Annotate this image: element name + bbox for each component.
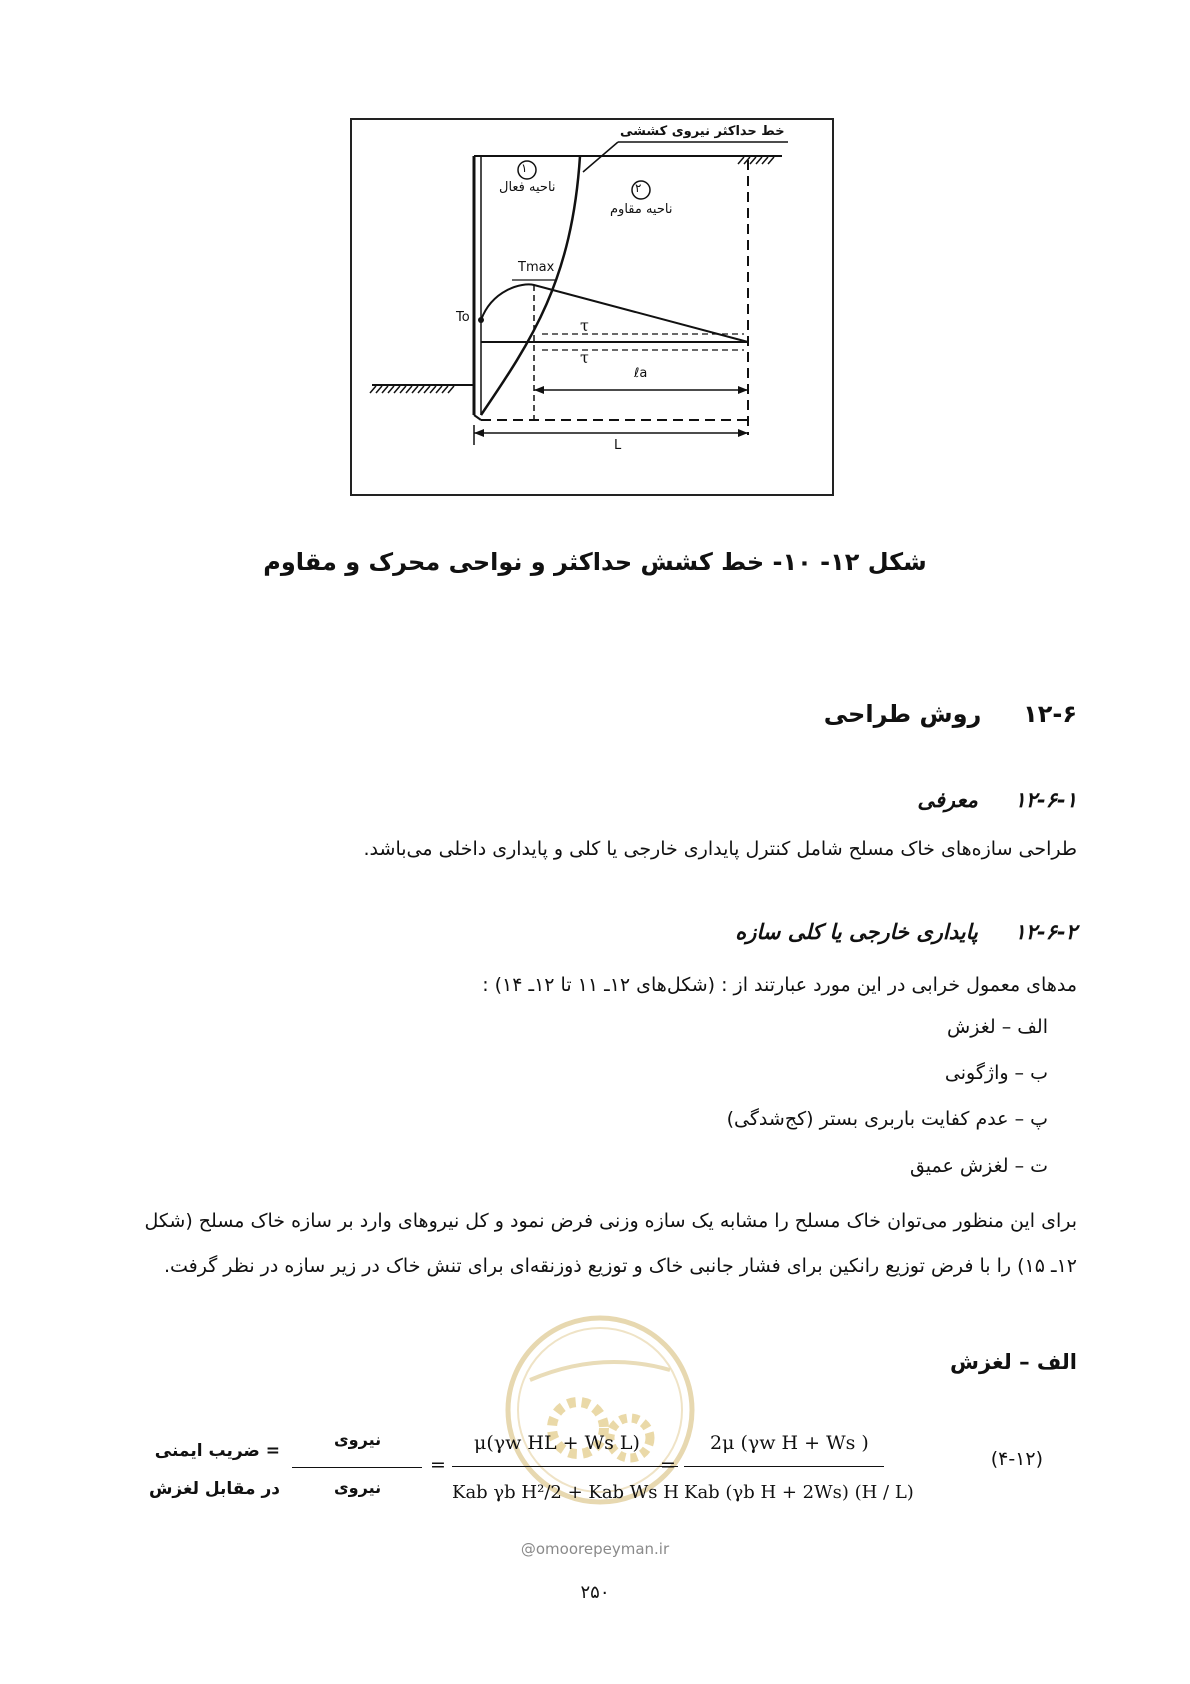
figure-caption: شکل ۱۲- ۱۰- خط کشش حداکثر و نواحی محرک و مقاوم [263, 548, 927, 576]
fraction-bar-1 [292, 1467, 422, 1468]
watermark-logo-icon [500, 1310, 700, 1510]
list-item: ت – لغزش عمیق [909, 1155, 1048, 1177]
subsection-2-heading [735, 920, 1077, 944]
list-item: پ – عدم کفایت باربری بستر (کج‌شدگی) [726, 1108, 1048, 1130]
la-label: ℓa [634, 366, 648, 381]
watermark-text: @omoorepeyman.ir [520, 1540, 670, 1558]
equation-numerator-2: 2μ (γw H + Ws ) [710, 1432, 869, 1454]
equation-denominator-2: Kab (γb H + 2Ws) (H / L) [684, 1482, 914, 1503]
max-tension-line-label: خط حداکثر نیروی کششی [620, 124, 785, 139]
equals-sign-1: = [430, 1454, 446, 1476]
subsection-2-intro: مدهای معمول خرابی در این مورد عبارتند از : (شکل‌های ۱۲ـ ۱۱ تا ۱۲ـ ۱۴) : [482, 974, 1077, 996]
page-number: ۲۵۰ [580, 1582, 610, 1603]
subsection-2-title: پایداری خارجی یا کلی سازه [735, 920, 978, 944]
tau-upper-label: τ [580, 316, 589, 335]
subsection-1-title: معرفی [917, 788, 978, 812]
section-title: روش طراحی [823, 700, 982, 728]
figure-max-tension-line [350, 118, 834, 496]
zone-resistant-number: ۲ [635, 181, 642, 195]
ratio-denominator-word: نیروی [334, 1478, 382, 1497]
paragraph-line: ۱۲ـ ۱۵) را با فرض توزیع رانکین برای فشار جانبی خاک و توزیع ذوزنقه‌ای برای تنش خاک در زیر سازه در نظر گرفت. [163, 1255, 1077, 1277]
equals-sign-2: = [660, 1454, 676, 1476]
tmax-label: Tmax [518, 260, 555, 275]
safety-factor-label-line-2: در مقابل لغزش [148, 1479, 280, 1499]
zone-active-label: ناحیه فعال [499, 180, 556, 195]
section-number: ۱۲-۶ [1023, 700, 1077, 728]
fraction-bar-2 [452, 1466, 678, 1467]
list-item: ب – واژگونی [944, 1062, 1048, 1084]
ratio-numerator-word: نیروی [334, 1430, 382, 1449]
equation-number: (۴-۱۲) [990, 1448, 1043, 1470]
zone-active-number: ۱ [521, 161, 528, 175]
figure-drawing [352, 120, 832, 494]
sliding-heading: الف – لغزش [950, 1350, 1077, 1374]
list-item: الف – لغزش [947, 1016, 1048, 1038]
equation-denominator-1: Kab γb H²/2 + Kab Ws H [452, 1482, 679, 1503]
subsection-2-number: ۱۲-۶-۲ [1014, 920, 1077, 944]
safety-factor-label-line-1: = ضریب ایمنی [154, 1441, 280, 1461]
section-heading [824, 700, 1077, 728]
subsection-1-text: طراحی سازه‌های خاک مسلح شامل کنترل پایداری خارجی یا کلی و پایداری داخلی می‌باشد. [363, 838, 1077, 860]
to-label: To [456, 310, 470, 325]
paragraph-line: برای این منظور می‌توان خاک مسلح را مشابه یک سازه وزنی فرض نمود و کل نیروهای وارد بر سازه خاک مسلح (شکل [144, 1210, 1077, 1232]
equation-numerator-1: μ(γw HL + Ws L) [474, 1432, 640, 1454]
l-label: L [614, 438, 622, 453]
subsection-1-heading [917, 788, 1077, 812]
tau-lower-label: τ [580, 348, 589, 367]
fraction-bar-3 [684, 1466, 884, 1467]
zone-resistant-label: ناحیه مقاوم [610, 202, 673, 217]
subsection-1-number: ۱۲-۶-۱ [1014, 788, 1077, 812]
